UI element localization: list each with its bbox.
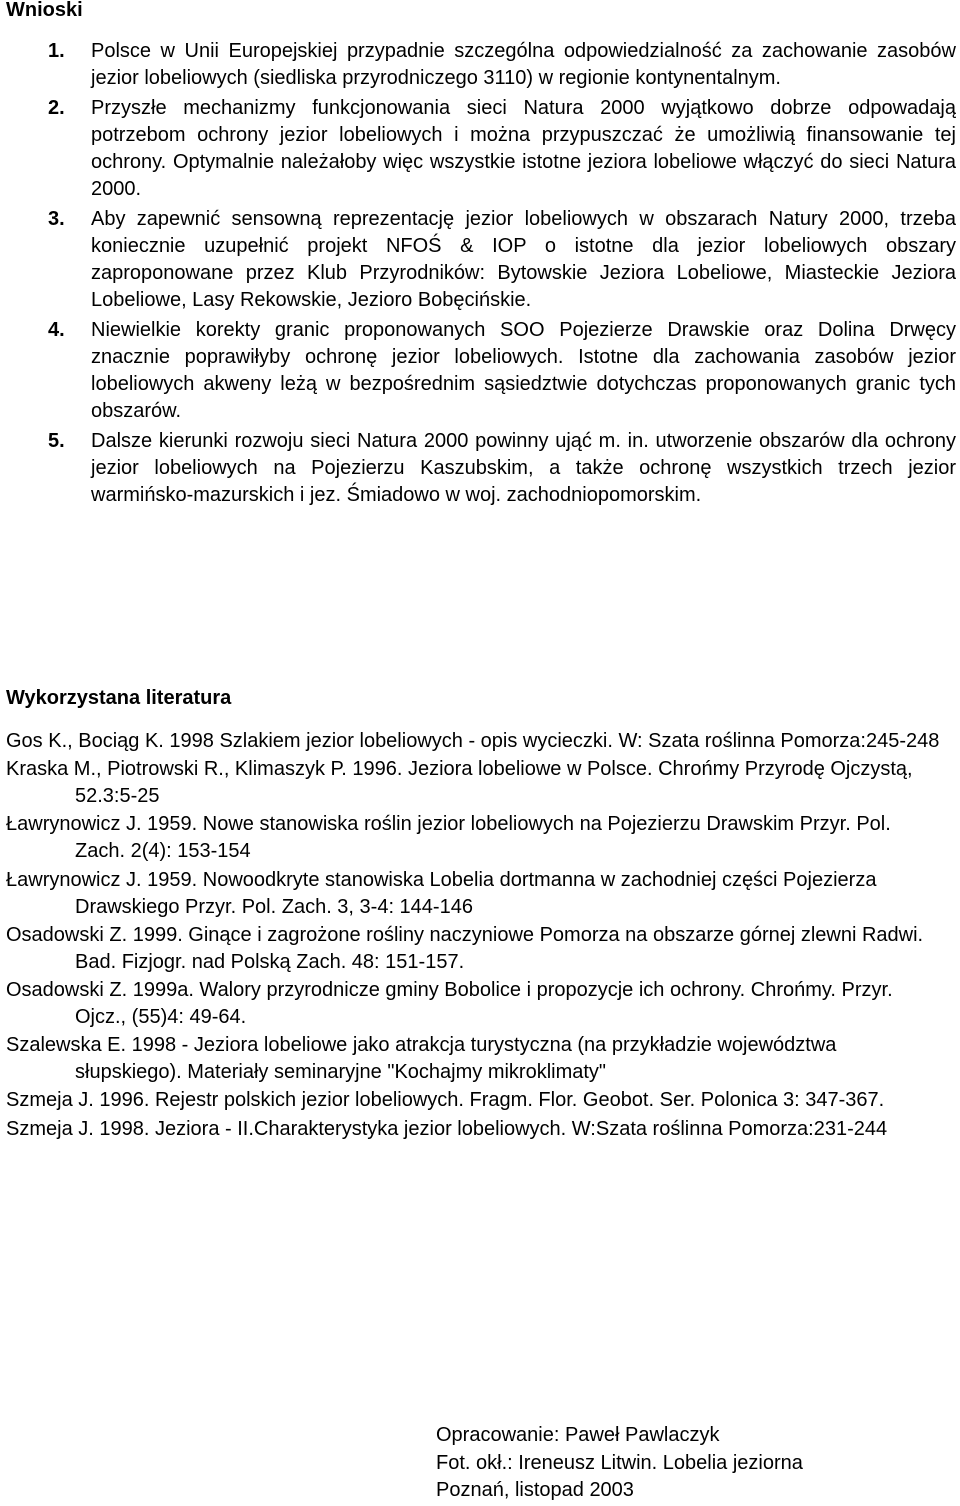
reference-entry: Ławrynowicz J. 1959. Nowe stanowiska roślin jezior lobeliowych na Pojezierzu Drawskim Przyr. Pol. Zach. 2(4): 153-154 bbox=[6, 813, 891, 863]
reference-entry: Szalewska E. 1998 - Jeziora lobeliowe jako atrakcja turystyczna (na przykładzie województwa słupskiego). Materiały seminaryjne "Kochajmy mikroklimaty" bbox=[6, 1034, 837, 1084]
reference-entry: Osadowski Z. 1999a. Walory przyrodnicze gminy Bobolice i propozycje ich ochrony. Chrońmy. Przyr. Ojcz., (55)4: 49-64. bbox=[6, 978, 893, 1028]
conclusion-item-3 bbox=[0, 206, 956, 314]
references-list bbox=[6, 728, 946, 1144]
conclusion-text: Dalsze kierunki rozwoju sieci Natura 2000 powinny ująć m. in. utworzenie obszarów dla ochrony jezior lobeliowych na Pojezierzu Kaszubskim, a także ochronę wszystkich trzech jezior warmińsko-mazurskich i jez. Śmiadowo w woj. zachodniopomorskim. bbox=[91, 430, 956, 506]
reference-entry: Osadowski Z. 1999. Ginące i zagrożone rośliny naczyniowe Pomorza na obszarze górnej zlewni Radwi. Bad. Fizjogr. nad Polską Zach. 48: 151-157. bbox=[6, 923, 924, 973]
conclusion-number: 3. bbox=[48, 208, 65, 230]
reference-entry: Gos K., Bociąg K. 1998 Szlakiem jezior lobeliowych - opis wycieczki. W: Szata roślinna Pomorza:245-248 bbox=[6, 730, 940, 752]
conclusions-list bbox=[0, 38, 956, 512]
reference-entry: Ławrynowicz J. 1959. Nowoodkryte stanowiska Lobelia dortmanna w zachodniej części Pojezierza Drawskiego Przyr. Pol. Zach. 3, 3-4: 144-146 bbox=[6, 868, 877, 918]
conclusion-number: 4. bbox=[48, 319, 65, 341]
credits-block bbox=[436, 1422, 803, 1505]
conclusion-text: Przyszłe mechanizmy funkcjonowania sieci Natura 2000 wyjątkowo dobrze odpowadają potrzebom ochrony jezior lobeliowych i można przypuszczać że umożliwią finansowanie tej ochrony. Optymalnie należałoby więc wszystkie istotne jeziora lobeliowe włączyć do sieci Natura 2000. bbox=[91, 97, 956, 200]
literature-heading: Wykorzystana literatura bbox=[6, 687, 232, 709]
conclusion-text: Polsce w Unii Europejskiej przypadnie szczególna odpowiedzialność za zachowanie zasobów jezior lobeliowych (siedliska przyrodniczego 3110) w regionie kontynentalnym. bbox=[91, 40, 956, 89]
reference-entry: Szmeja J. 1998. Jeziora - II.Charakterystyka jezior lobeliowych. W:Szata roślinna Pomorza:231-244 bbox=[6, 1117, 888, 1140]
conclusion-item-1 bbox=[0, 38, 956, 92]
conclusion-number: 1. bbox=[48, 40, 65, 62]
conclusion-item-4 bbox=[0, 317, 956, 425]
reference-entry: Kraska M., Piotrowski R., Klimaszyk P. 1996. Jeziora lobeliowe w Polsce. Chrońmy Przyrodę Ojczystą, 52.3:5-25 bbox=[6, 758, 913, 808]
conclusion-number: 5. bbox=[48, 430, 65, 452]
reference-entry: Szmeja J. 1996. Rejestr polskich jezior lobeliowych. Fragm. Flor. Geobot. Ser. Polonica 3: 347-367. bbox=[6, 1089, 885, 1112]
credits-photo: Fot. okł.: Ireneusz Litwin. Lobelia jeziorna bbox=[436, 1451, 803, 1474]
credits-place-date: Poznań, listopad 2003 bbox=[436, 1479, 634, 1501]
conclusion-text: Aby zapewnić sensowną reprezentację jezior lobeliowych w obszarach Natury 2000, trzeba koniecznie uzupełnić projekt NFOŚ & IOP o istotne dla jezior lobeliowych obszary zaproponowane przez Klub Przyrodników: Bytowskie Jeziora Lobeliowe, Miasteckie Jeziora Lobeliowe, Lasy Rekowskie, Jezioro Bobęcińskie. bbox=[91, 208, 956, 311]
conclusions-heading: Wnioski bbox=[6, 0, 83, 21]
conclusion-item-5 bbox=[0, 428, 956, 509]
conclusion-number: 2. bbox=[48, 97, 65, 119]
credits-author: Opracowanie: Paweł Pawlaczyk bbox=[436, 1424, 720, 1446]
conclusion-text: Niewielkie korekty granic proponowanych SOO Pojezierze Drawskie oraz Dolina Drwęcy znacznie poprawiłyby ochronę jezior lobeliowych. Istotne dla zachowania zasobów jezior lobeliowych akweny leżą w bezpośrednim sąsiedztwie dotychczas proponowanych granic tych obszarów. bbox=[91, 319, 956, 422]
conclusion-item-2 bbox=[0, 95, 956, 203]
